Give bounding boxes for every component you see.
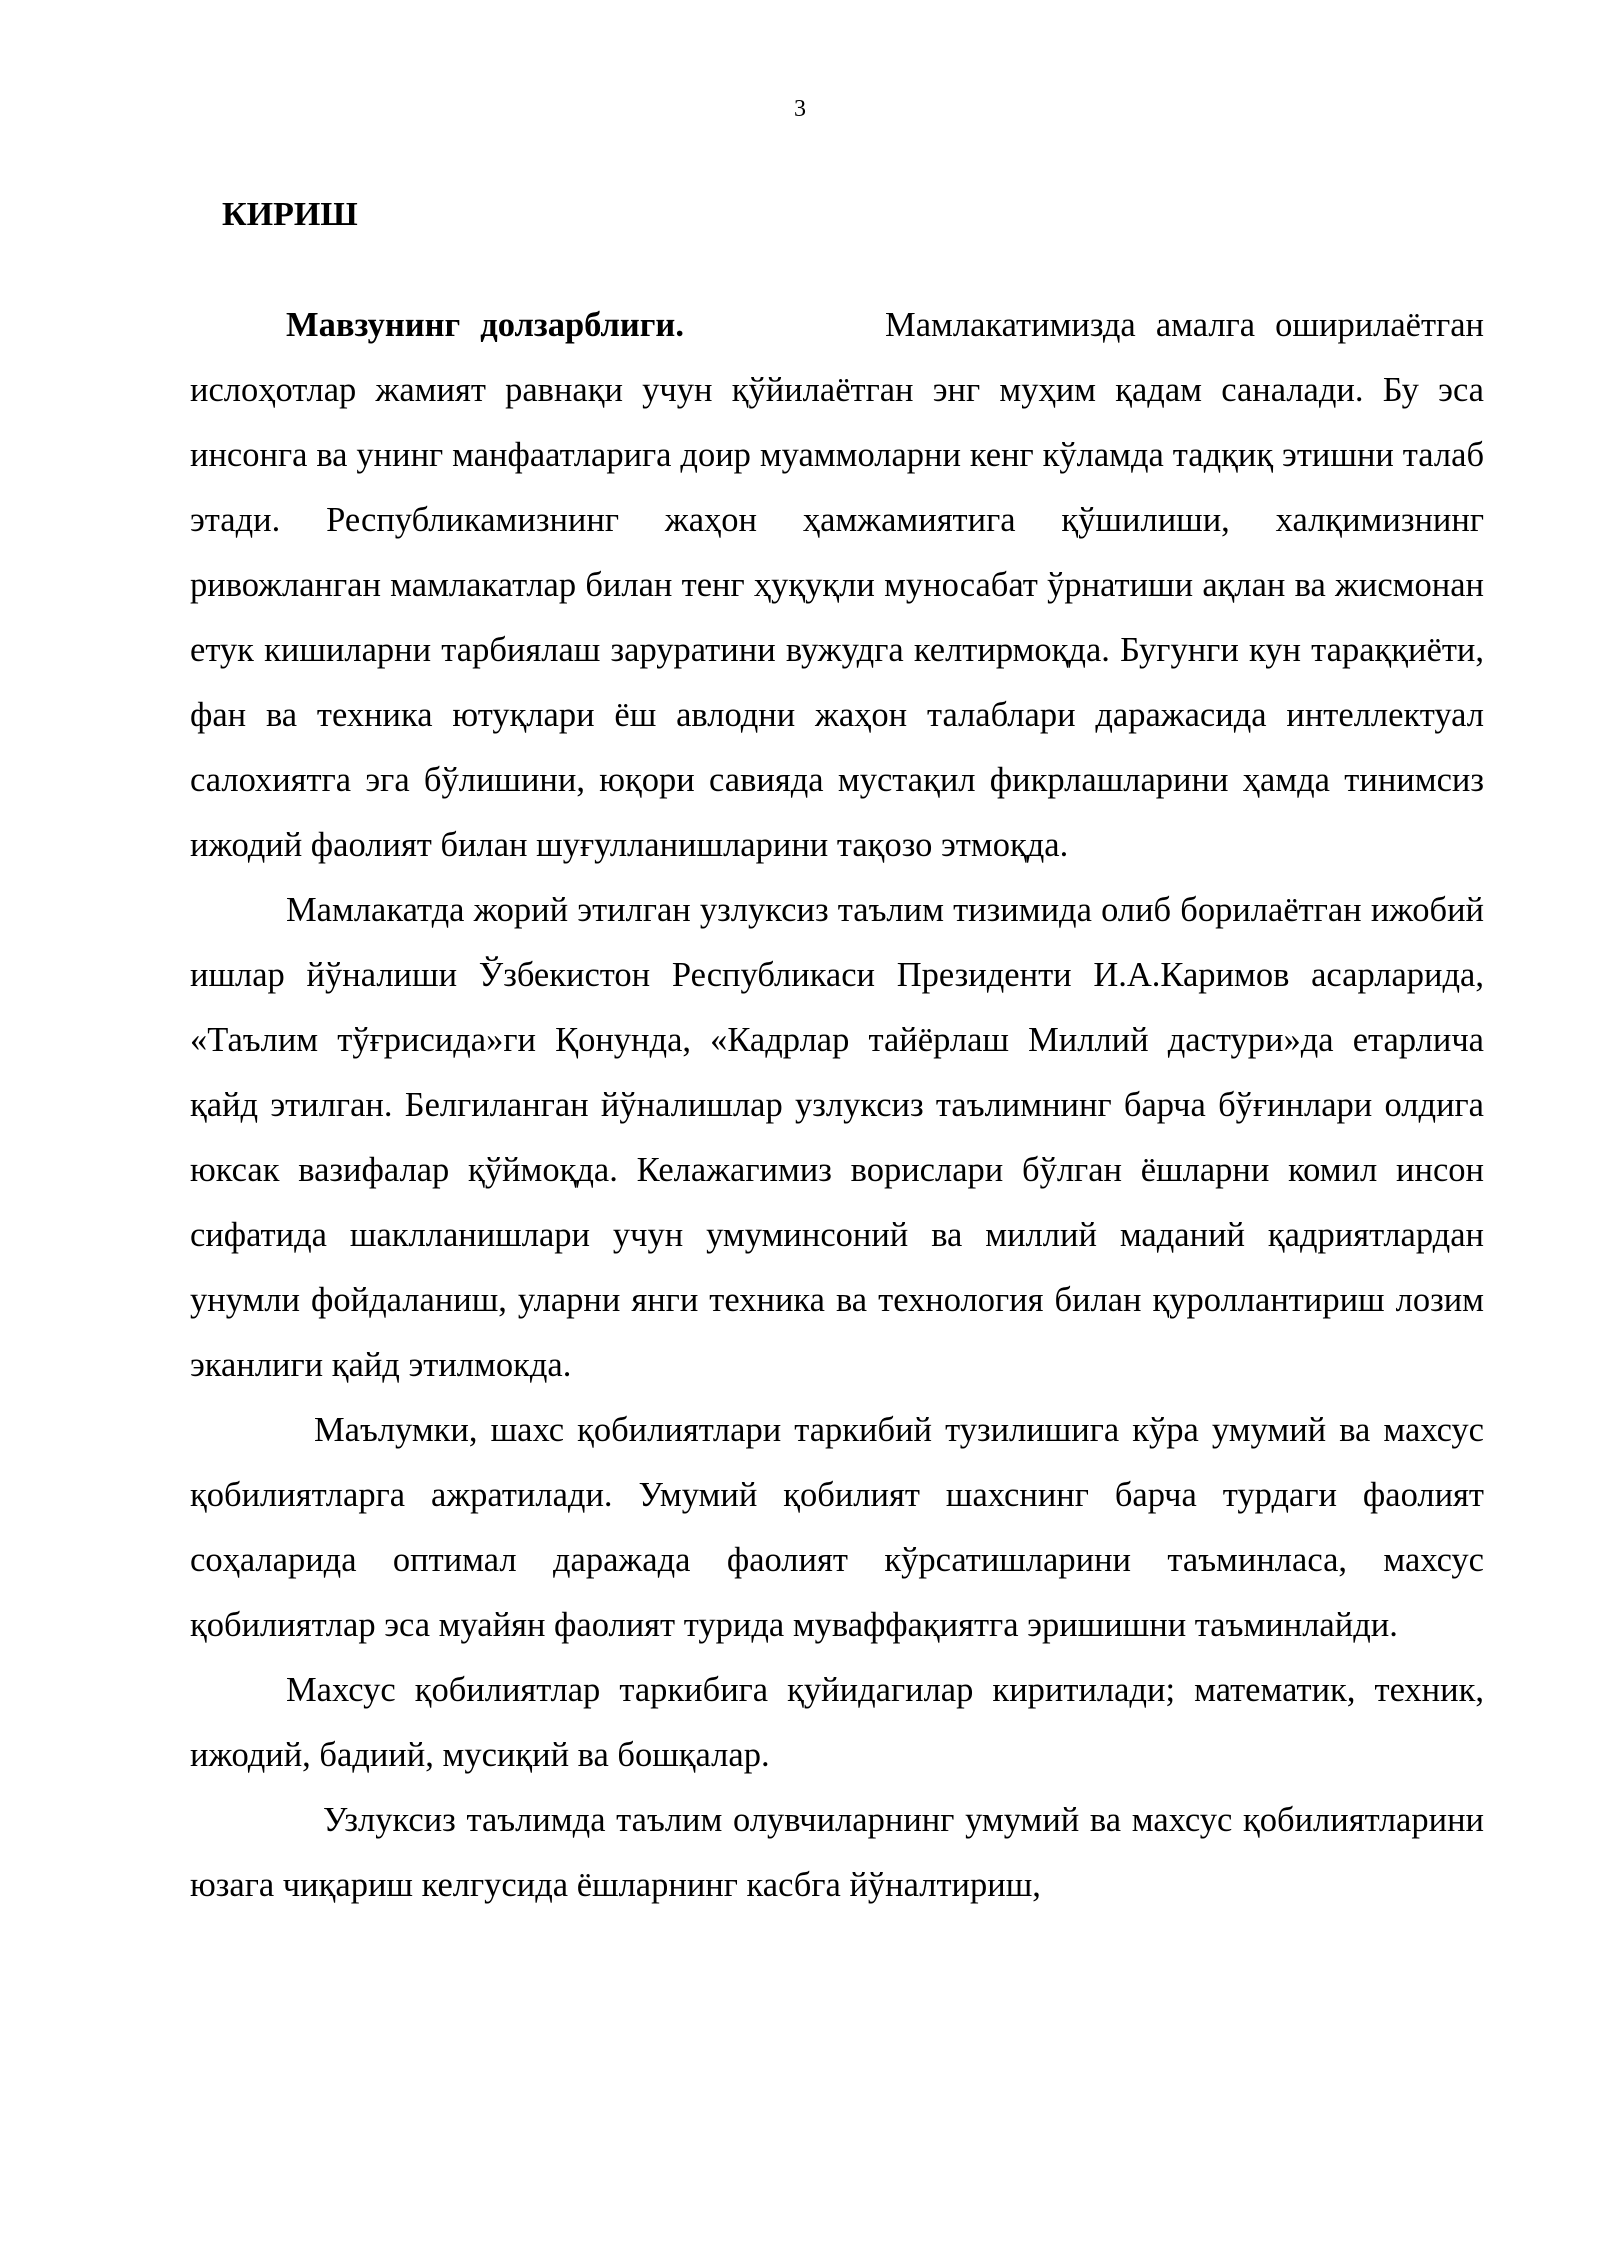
paragraph-special-abilities <box>190 1658 1484 1788</box>
paragraph-relevance <box>190 293 1484 878</box>
paragraph-text: Махсус қобилиятлар таркибига қуйидагилар киритилади; математик, техник, ижодий, бадиий, мусиқий ва бошқалар. <box>190 1671 1484 1774</box>
paragraph-lead-bold: Мавзунинг долзарблиги. <box>286 306 684 344</box>
paragraph-text: Мамлакатда жорий этилган узлуксиз таълим тизимида олиб борилаётган ижобий ишлар йўналиши Ўзбекистон Республикаси Президенти И.А.Каримов асарларида, «Таълим тўғрисида»ги Қонунда, «Кадрлар тайёрлаш Миллий дастури»да етарлича қайд этилган. Белгиланган йўналишлар узлуксиз таълимнинг барча бўғинлари олдига юксак вазифалар қўймоқда. Келажагимиз ворислари бўлган ёшларни комил инсон сифатида шаклланишлари учун умуминсоний ва миллий маданий қадриятлардан унумли фойдаланиш, уларни янги техника ва технология билан қуроллантириш лозим эканлиги қайд этилмокда. <box>190 891 1484 1384</box>
body-text <box>190 293 1484 1918</box>
section-heading: КИРИШ <box>222 196 358 233</box>
paragraph-continuous-education <box>190 1788 1484 1918</box>
paragraph-text: Узлуксиз таълимда таълим олувчиларнинг умумий ва махсус қобилиятларини юзага чиқариш келгусида ёшларнинг касбга йўналтириш, <box>190 1801 1484 1904</box>
paragraph-text: Маълумки, шахс қобилиятлари таркибий тузилишига кўра умумий ва махсус қобилиятларга ажратилади. Умумий қобилият шахснинг барча турдаги фаолият соҳаларида оптимал даражада фаолият кўрсатишларини таъминласа, махсус қобилиятлар эса муайян фаолият турида муваффақиятга эришишни таъминлайди. <box>190 1411 1484 1644</box>
paragraph-abilities <box>190 1398 1484 1658</box>
paragraph-text: Мамлакатимизда амалга оширилаётган ислоҳотлар жамият равнақи учун қўйилаётган энг муҳим қадам саналади. Бу эса инсонга ва унинг манфаатларига доир муаммоларни кенг кўламда тадқиқ этишни талаб этади. Республикамизнинг жаҳон ҳамжамиятига қўшилиши, халқимизнинг ривожланган мамлакатлар билан тенг ҳуқуқли муносабат ўрнатиши ақлан ва жисмонан етук кишиларни тарбиялаш заруратини вужудга келтирмоқда. Бугунги кун тараққиёти, фан ва техника ютуқлари ёш авлодни жаҳон талаблари даражасида интеллектуал салохиятга эга бўлишини, юқори савияда мустақил фикрлашларини ҳамда тинимсиз ижодий фаолият билан шуғулланишларини тақозо этмоқда. <box>190 306 1485 864</box>
page-number: 3 <box>794 96 806 122</box>
paragraph-education-system <box>190 878 1484 1398</box>
